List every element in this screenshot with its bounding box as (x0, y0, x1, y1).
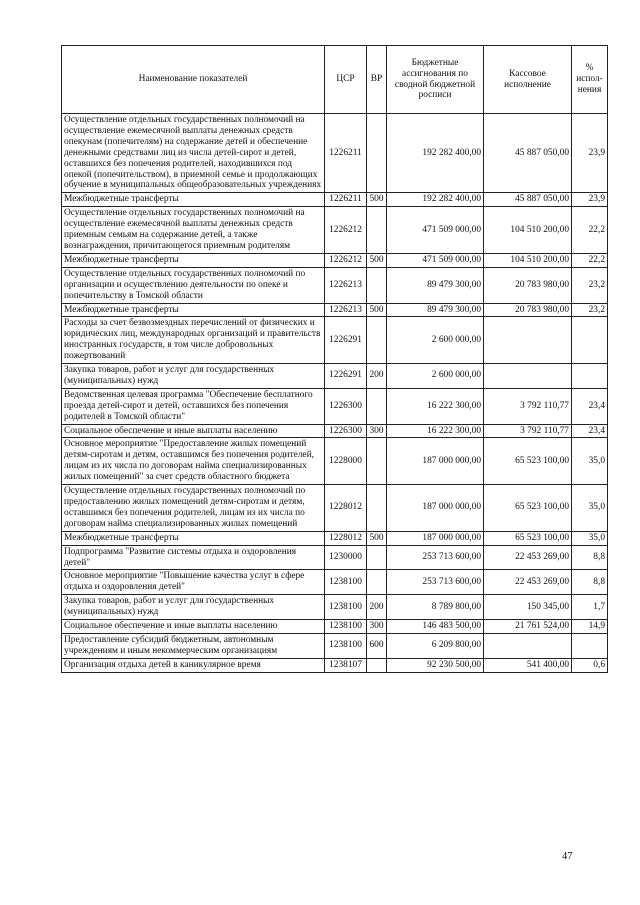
row-name: Социальное обеспечение и иные выплаты населению (62, 620, 325, 634)
row-csr: 1226213 (325, 267, 367, 303)
row-budget: 471 509 000,00 (387, 253, 484, 267)
row-csr: 1226212 (325, 253, 367, 267)
row-vr (367, 114, 387, 193)
table-row (62, 633, 608, 658)
row-cash (484, 317, 572, 364)
row-csr: 1226291 (325, 364, 367, 389)
row-budget: 192 282 400,00 (387, 114, 484, 193)
row-cash (484, 364, 572, 389)
table-row (62, 424, 608, 438)
table-row (62, 317, 608, 364)
row-name: Межбюджетные трансферты (62, 531, 325, 545)
row-cash: 3 792 110,77 (484, 424, 572, 438)
row-budget: 146 483 500,00 (387, 620, 484, 634)
row-percent: 22,2 (572, 207, 608, 254)
header-name: Наименование показателей (62, 46, 325, 114)
row-budget: 187 000 000,00 (387, 438, 484, 485)
row-name: Подпрограмма "Развитие системы отдыха и оздоровления детей" (62, 545, 325, 570)
row-vr: 200 (367, 364, 387, 389)
row-percent: 14,9 (572, 620, 608, 634)
row-csr: 1228012 (325, 531, 367, 545)
row-budget: 2 600 000,00 (387, 364, 484, 389)
row-name: Межбюджетные трансферты (62, 303, 325, 317)
row-cash: 104 510 200,00 (484, 253, 572, 267)
row-percent: 35,0 (572, 438, 608, 485)
row-vr: 500 (367, 253, 387, 267)
row-budget: 8 789 800,00 (387, 595, 484, 620)
row-vr: 200 (367, 595, 387, 620)
row-budget: 2 600 000,00 (387, 317, 484, 364)
table-row (62, 364, 608, 389)
row-percent: 23,4 (572, 388, 608, 424)
row-vr (367, 438, 387, 485)
table-row (62, 570, 608, 595)
row-cash: 65 523 100,00 (484, 438, 572, 485)
row-percent: 23,9 (572, 193, 608, 207)
row-name: Предоставление субсидий бюджетным, автономным учреждениям и иным некоммерческим организациям (62, 633, 325, 658)
row-name: Межбюджетные трансферты (62, 253, 325, 267)
row-cash: 22 453 269,00 (484, 545, 572, 570)
row-cash: 3 792 110,77 (484, 388, 572, 424)
row-csr: 1238100 (325, 570, 367, 595)
row-percent: 23,4 (572, 424, 608, 438)
row-csr: 1238100 (325, 595, 367, 620)
row-budget: 187 000 000,00 (387, 485, 484, 532)
table-row (62, 267, 608, 303)
row-vr (367, 388, 387, 424)
row-percent: 23,2 (572, 303, 608, 317)
header-percent: % испол-нения (572, 46, 608, 114)
row-name: Организация отдыха детей в каникулярное время (62, 658, 325, 672)
row-csr: 1238100 (325, 633, 367, 658)
row-csr: 1226212 (325, 207, 367, 254)
row-csr: 1226300 (325, 424, 367, 438)
row-csr: 1226300 (325, 388, 367, 424)
row-budget: 6 209 800,00 (387, 633, 484, 658)
row-percent (572, 633, 608, 658)
row-cash: 541 400,00 (484, 658, 572, 672)
row-vr (367, 658, 387, 672)
row-name: Ведомственная целевая программа "Обеспечение бесплатного проезда детей-сирот и детей, оставшихся без попечения родителей в Томской области" (62, 388, 325, 424)
row-vr: 300 (367, 620, 387, 634)
row-cash: 45 887 050,00 (484, 114, 572, 193)
row-vr: 500 (367, 193, 387, 207)
row-percent: 35,0 (572, 531, 608, 545)
header-csr: ЦСР (325, 46, 367, 114)
row-name: Осуществление отдельных государственных полномочий по организации и осуществлению деятельности по опеке и попечительству в Томской области (62, 267, 325, 303)
row-percent: 8,8 (572, 570, 608, 595)
row-cash (484, 633, 572, 658)
table-row (62, 303, 608, 317)
row-csr: 1226211 (325, 114, 367, 193)
header-row (62, 46, 608, 114)
row-vr (367, 317, 387, 364)
table-row (62, 193, 608, 207)
row-cash: 65 523 100,00 (484, 531, 572, 545)
page-number: 47 (562, 851, 573, 862)
row-vr: 600 (367, 633, 387, 658)
row-percent: 35,0 (572, 485, 608, 532)
table-body (62, 114, 608, 673)
row-name: Основное мероприятие "Предоставление жилых помещений детям-сиротам и детям, оставшимся без попечения родителей, лицам из их числа по договорам найма специализированных жилых помещений" за счет средств областного бюджета (62, 438, 325, 485)
row-percent: 0,6 (572, 658, 608, 672)
row-vr: 500 (367, 531, 387, 545)
row-budget: 92 230 500,00 (387, 658, 484, 672)
row-name: Осуществление отдельных государственных полномочий на осуществление ежемесячной выплаты денежных средств опекунам (попечителям) на содержание детей и обеспечение денежными средствами лиц из числа детей-сирот и детей, оставшихся без попечения родителей, находившихся под опекой (попечительством), в приемной семье и продолжающих обучение в муниципальных общеобразовательных учреждениях (62, 114, 325, 193)
row-percent (572, 317, 608, 364)
row-vr (367, 207, 387, 254)
row-budget: 89 479 300,00 (387, 303, 484, 317)
row-budget: 253 713 600,00 (387, 545, 484, 570)
row-budget: 192 282 400,00 (387, 193, 484, 207)
row-cash: 65 523 100,00 (484, 485, 572, 532)
row-name: Межбюджетные трансферты (62, 193, 325, 207)
row-cash: 150 345,00 (484, 595, 572, 620)
row-vr (367, 485, 387, 532)
row-csr: 1230000 (325, 545, 367, 570)
row-csr: 1228000 (325, 438, 367, 485)
row-budget: 89 479 300,00 (387, 267, 484, 303)
row-name: Социальное обеспечение и иные выплаты населению (62, 424, 325, 438)
table-row (62, 595, 608, 620)
row-csr: 1226211 (325, 193, 367, 207)
row-budget: 471 509 000,00 (387, 207, 484, 254)
header-budget: Бюджетные ассигнования по сводной бюджетной росписи (387, 46, 484, 114)
row-budget: 16 222 300,00 (387, 388, 484, 424)
row-percent: 8,8 (572, 545, 608, 570)
table-row (62, 485, 608, 532)
row-name: Основное мероприятие "Повышение качества услуг в сфере отдыха и оздоровления детей" (62, 570, 325, 595)
row-name: Осуществление отдельных государственных полномочий по предоставлению жилых помещений детям-сиротам и детям, оставшимся без попечения родителей, лицам из их числа по договорам найма специализированных жилых помещений (62, 485, 325, 532)
row-csr: 1228012 (325, 485, 367, 532)
row-percent: 23,9 (572, 114, 608, 193)
row-csr: 1238107 (325, 658, 367, 672)
row-vr: 300 (367, 424, 387, 438)
row-vr (367, 570, 387, 595)
row-cash: 104 510 200,00 (484, 207, 572, 254)
row-vr: 500 (367, 303, 387, 317)
header-vr: ВР (367, 46, 387, 114)
header-cash: Кассовое исполнение (484, 46, 572, 114)
table-row (62, 253, 608, 267)
row-cash: 21 761 524,00 (484, 620, 572, 634)
row-name: Осуществление отдельных государственных полномочий на осуществление ежемесячной выплаты денежных средств приемным семьям на содержание детей, а также вознаграждения, причитающегося приемным родителям (62, 207, 325, 254)
table-row (62, 438, 608, 485)
row-cash: 22 453 269,00 (484, 570, 572, 595)
row-name: Закупка товаров, работ и услуг для государственных (муниципальных) нужд (62, 595, 325, 620)
table-row (62, 114, 608, 193)
row-percent (572, 364, 608, 389)
row-vr (367, 545, 387, 570)
table-row (62, 620, 608, 634)
row-csr: 1238100 (325, 620, 367, 634)
row-cash: 45 887 050,00 (484, 193, 572, 207)
row-vr (367, 267, 387, 303)
budget-execution-table (61, 45, 608, 673)
table-row (62, 531, 608, 545)
table-row (62, 207, 608, 254)
row-percent: 23,2 (572, 267, 608, 303)
row-budget: 253 713 600,00 (387, 570, 484, 595)
row-cash: 20 783 980,00 (484, 303, 572, 317)
row-csr: 1226213 (325, 303, 367, 317)
table-row (62, 658, 608, 672)
row-name: Расходы за счет безвозмездных перечислений от физических и юридических лиц, международных организаций и правительств иностранных государств, в том числе добровольных пожертвований (62, 317, 325, 364)
row-budget: 16 222 300,00 (387, 424, 484, 438)
row-csr: 1226291 (325, 317, 367, 364)
row-cash: 20 783 980,00 (484, 267, 572, 303)
row-budget: 187 000 000,00 (387, 531, 484, 545)
row-percent: 1,7 (572, 595, 608, 620)
row-percent: 22,2 (572, 253, 608, 267)
table-row (62, 388, 608, 424)
row-name: Закупка товаров, работ и услуг для государственных (муниципальных) нужд (62, 364, 325, 389)
table-row (62, 545, 608, 570)
